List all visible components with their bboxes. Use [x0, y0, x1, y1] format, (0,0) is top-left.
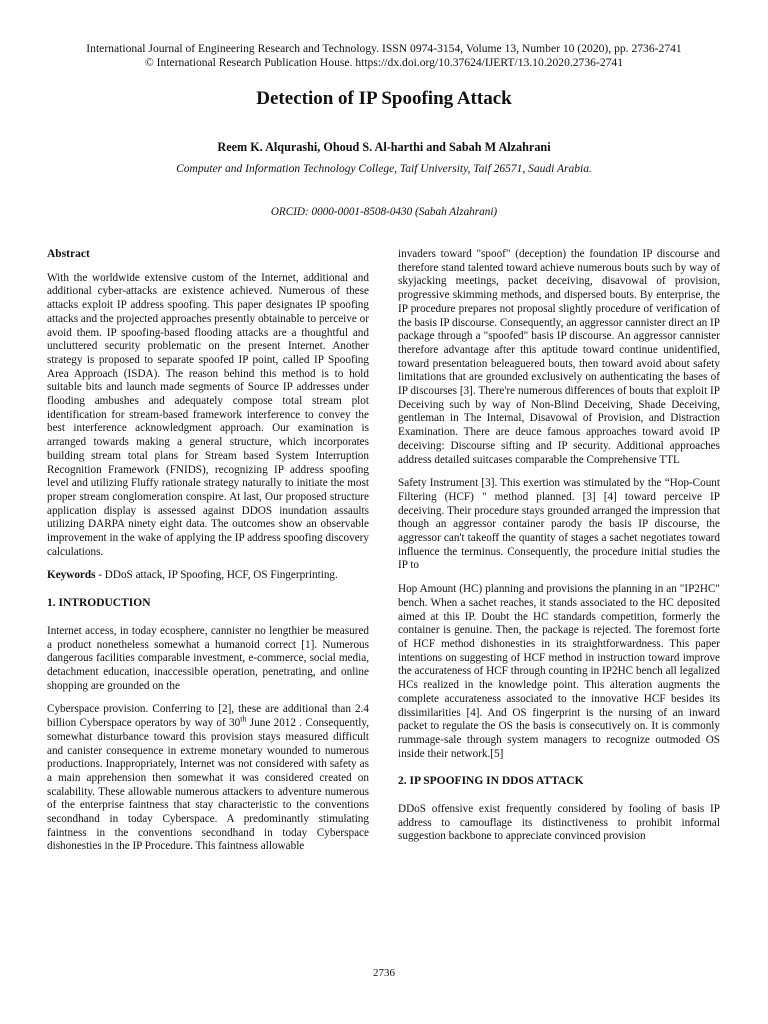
- right-paragraph-1: invaders toward "spoof" (deception) the foundation IP discourse and therefore stand talented toward achieve numerous bouts such by way of skyjacking meetings, packet deceiving, disavowal of provision, progressive skimming methods, and dispersed bouts. By enterprise, the IP procedure prepares not proposal slightly procedure of verification of the basis IP discourse. Consequently, an aggressor cannister direct an IP package through a "spoofed" basis IP discourse. An aggressor cannister therefore advantage after this aptitude toward continue unidentified, toward presentation beleaguered bouts, then toward avoid about safety limitations that are grounded exclusively on authenticating the bases of IP discourses [3]. There're numerous differences of bouts that exploit IP Deceiving such by way of Non-Blind Deceiving, Shade Deceiving, gentleman in The Internal, Disavowal of Provision, and Distraction Examination. There are deuce famous approaches toward avoid IP deceiving: Discourse sifting and IP security. Additional approaches address detailed suitcases comparable the Comprehensive TTL: [398, 248, 720, 466]
- keywords-label: Keywords: [47, 569, 96, 582]
- intro-heading: 1. INTRODUCTION: [47, 597, 151, 610]
- left-column: [47, 248, 369, 864]
- paper-title: Detection of IP Spoofing Attack: [256, 88, 512, 109]
- orcid: ORCID: 0000-0001-8508-0430 (Sabah Alzahrani): [270, 206, 498, 218]
- page-number: 2736: [373, 967, 395, 979]
- abstract-text: With the worldwide extensive custom of the Internet, additional and additional cyber-attacks are existence achieved. Numerous of these attacks exploit IP address spoofing. This paper designates IP spoofing attacks and the projected approaches presently obtainable to perceive or avoid them. IP spoofing-based flooding attacks are a thoughtful and uncluttered security problematic on the present Internet. Another strategy is proposed to separate spoofed IP point, called IP Spoofing Area Approach (ISDA). The reason behind this method is to hold suitable bits and launch made segments of Source IP addresses under flooding ambushes and adequately compose total stream plot identification for stream-based framework interference to convey the best interference acknowledgment approach. Our examination is arranged towards making a general structure, which incorporates building stream total plans for Stream based System Interruption Recognition Framework (FNIDS), recognizing IP address spoofing level and utilizing Fluffy rationale strategy naturally to initiate the most proper stream conglomeration conspire. At last, Our proposed structure application display is assessed against DDOS inundation assaults utilizing DARPA ninety eight data. The outcomes show an observable improvement in the wake of applying the IP address spoofing discovery calculations.: [47, 271, 369, 558]
- intro-p2-end: June 2012 . Consequently, somewhat disturbance toward this provision stays measured difficult and canister consequence in extreme monetary wounded to numerous productions. Inappropriately, Internet was not considered with safety as a main apprehension then somewhat it was considered created on scalability. These allowable numerous attackers to adventure numerous of the enterprise faintness that stay characteristic to the conventions secondhand in today Cyberspace. A predominantly stimulating faintness in the conventions secondhand in today Cyberspace dishonesties in the IP Procedure. This faintness allowable: [47, 717, 369, 853]
- section2-paragraph: DDoS offensive exist frequently considered by fooling of basis IP address to camouflage its distinctiveness to prohibit informal suggestion backbone to appreciate convinced provision: [398, 803, 720, 843]
- intro-p2-start: Cyberspace provision. Conferring to [2], these are additional than 2.4 billion Cyberspace operators by way of 30: [47, 703, 369, 730]
- journal-header-line1: International Journal of Engineering Research and Technology. ISSN 0974-3154, Volume 13, Number 10 (2020), pp. 2736-2741: [86, 42, 682, 55]
- intro-paragraph-2: [47, 703, 369, 854]
- keywords: [47, 569, 369, 583]
- superscript-th: th: [240, 714, 247, 724]
- right-column: [398, 248, 720, 854]
- section2-heading: 2. IP SPOOFING IN DDOS ATTACK: [398, 775, 584, 788]
- right-paragraph-3: Hop Amount (HC) planning and provisions the planning in an "IP2HC" bench. When a sachet reaches, it stands associated to the HC deposited aimed at this IP. Doubt the HC standards competition, formerly the container is genuine. Then, the package is rejected. The foremost forte of HCF method dishonesties in its straightforwardness. This paper intentions on suggesting of HCF method in instruction toward improve the accurateness of HCF through counting in IP2HC bench all legalized HCs realized in the knowledge point. This alteration augments the complete accurateness associated to the innovative HCF besides its dissimilarities [4]. And OS fingerprint is the nursing of an inward packet to regulate the OS the basis is consecutively on. It is commonly rummage-sale through system managers to recognize outmoded OS inside their network.[5]: [398, 583, 720, 760]
- authors: Reem K. Alqurashi, Ohoud S. Al-harthi and Sabah M Alzahrani: [217, 140, 551, 154]
- right-paragraph-2: Safety Instrument [3]. This exertion was stimulated by the “Hop-Count Filtering (HCF) " method planned. [3] [4] toward perceive IP deceiving. Their procedure stays grounded arranged the impression that though an aggressor container parody the basis IP discourse, the aggressor can't takeoff the quantity of stages a sachet negotiates toward influence the terminus. Consequently, the procedure initial studies the IP to: [398, 477, 720, 572]
- journal-header-line2: © International Research Publication House. https://dx.doi.org/10.37624/IJERT/13.10.2020.2736-2741: [144, 56, 624, 69]
- affiliation: Computer and Information Technology College, Taif University, Taif 26571, Saudi Arabia.: [176, 163, 592, 175]
- keywords-text: - DDoS attack, IP Spoofing, HCF, OS Fingerprinting.: [95, 569, 338, 582]
- abstract-heading: Abstract: [47, 248, 90, 260]
- intro-paragraph-1: Internet access, in today ecosphere, cannister no lengthier be measured a product nonetheless somewhat a humanoid correct [1]. Numerous dangerous facilities comparable investment, e-commerce, social media, detachment education, inaccessible operation, penetrating, and online shopping are grounded on the: [47, 624, 369, 692]
